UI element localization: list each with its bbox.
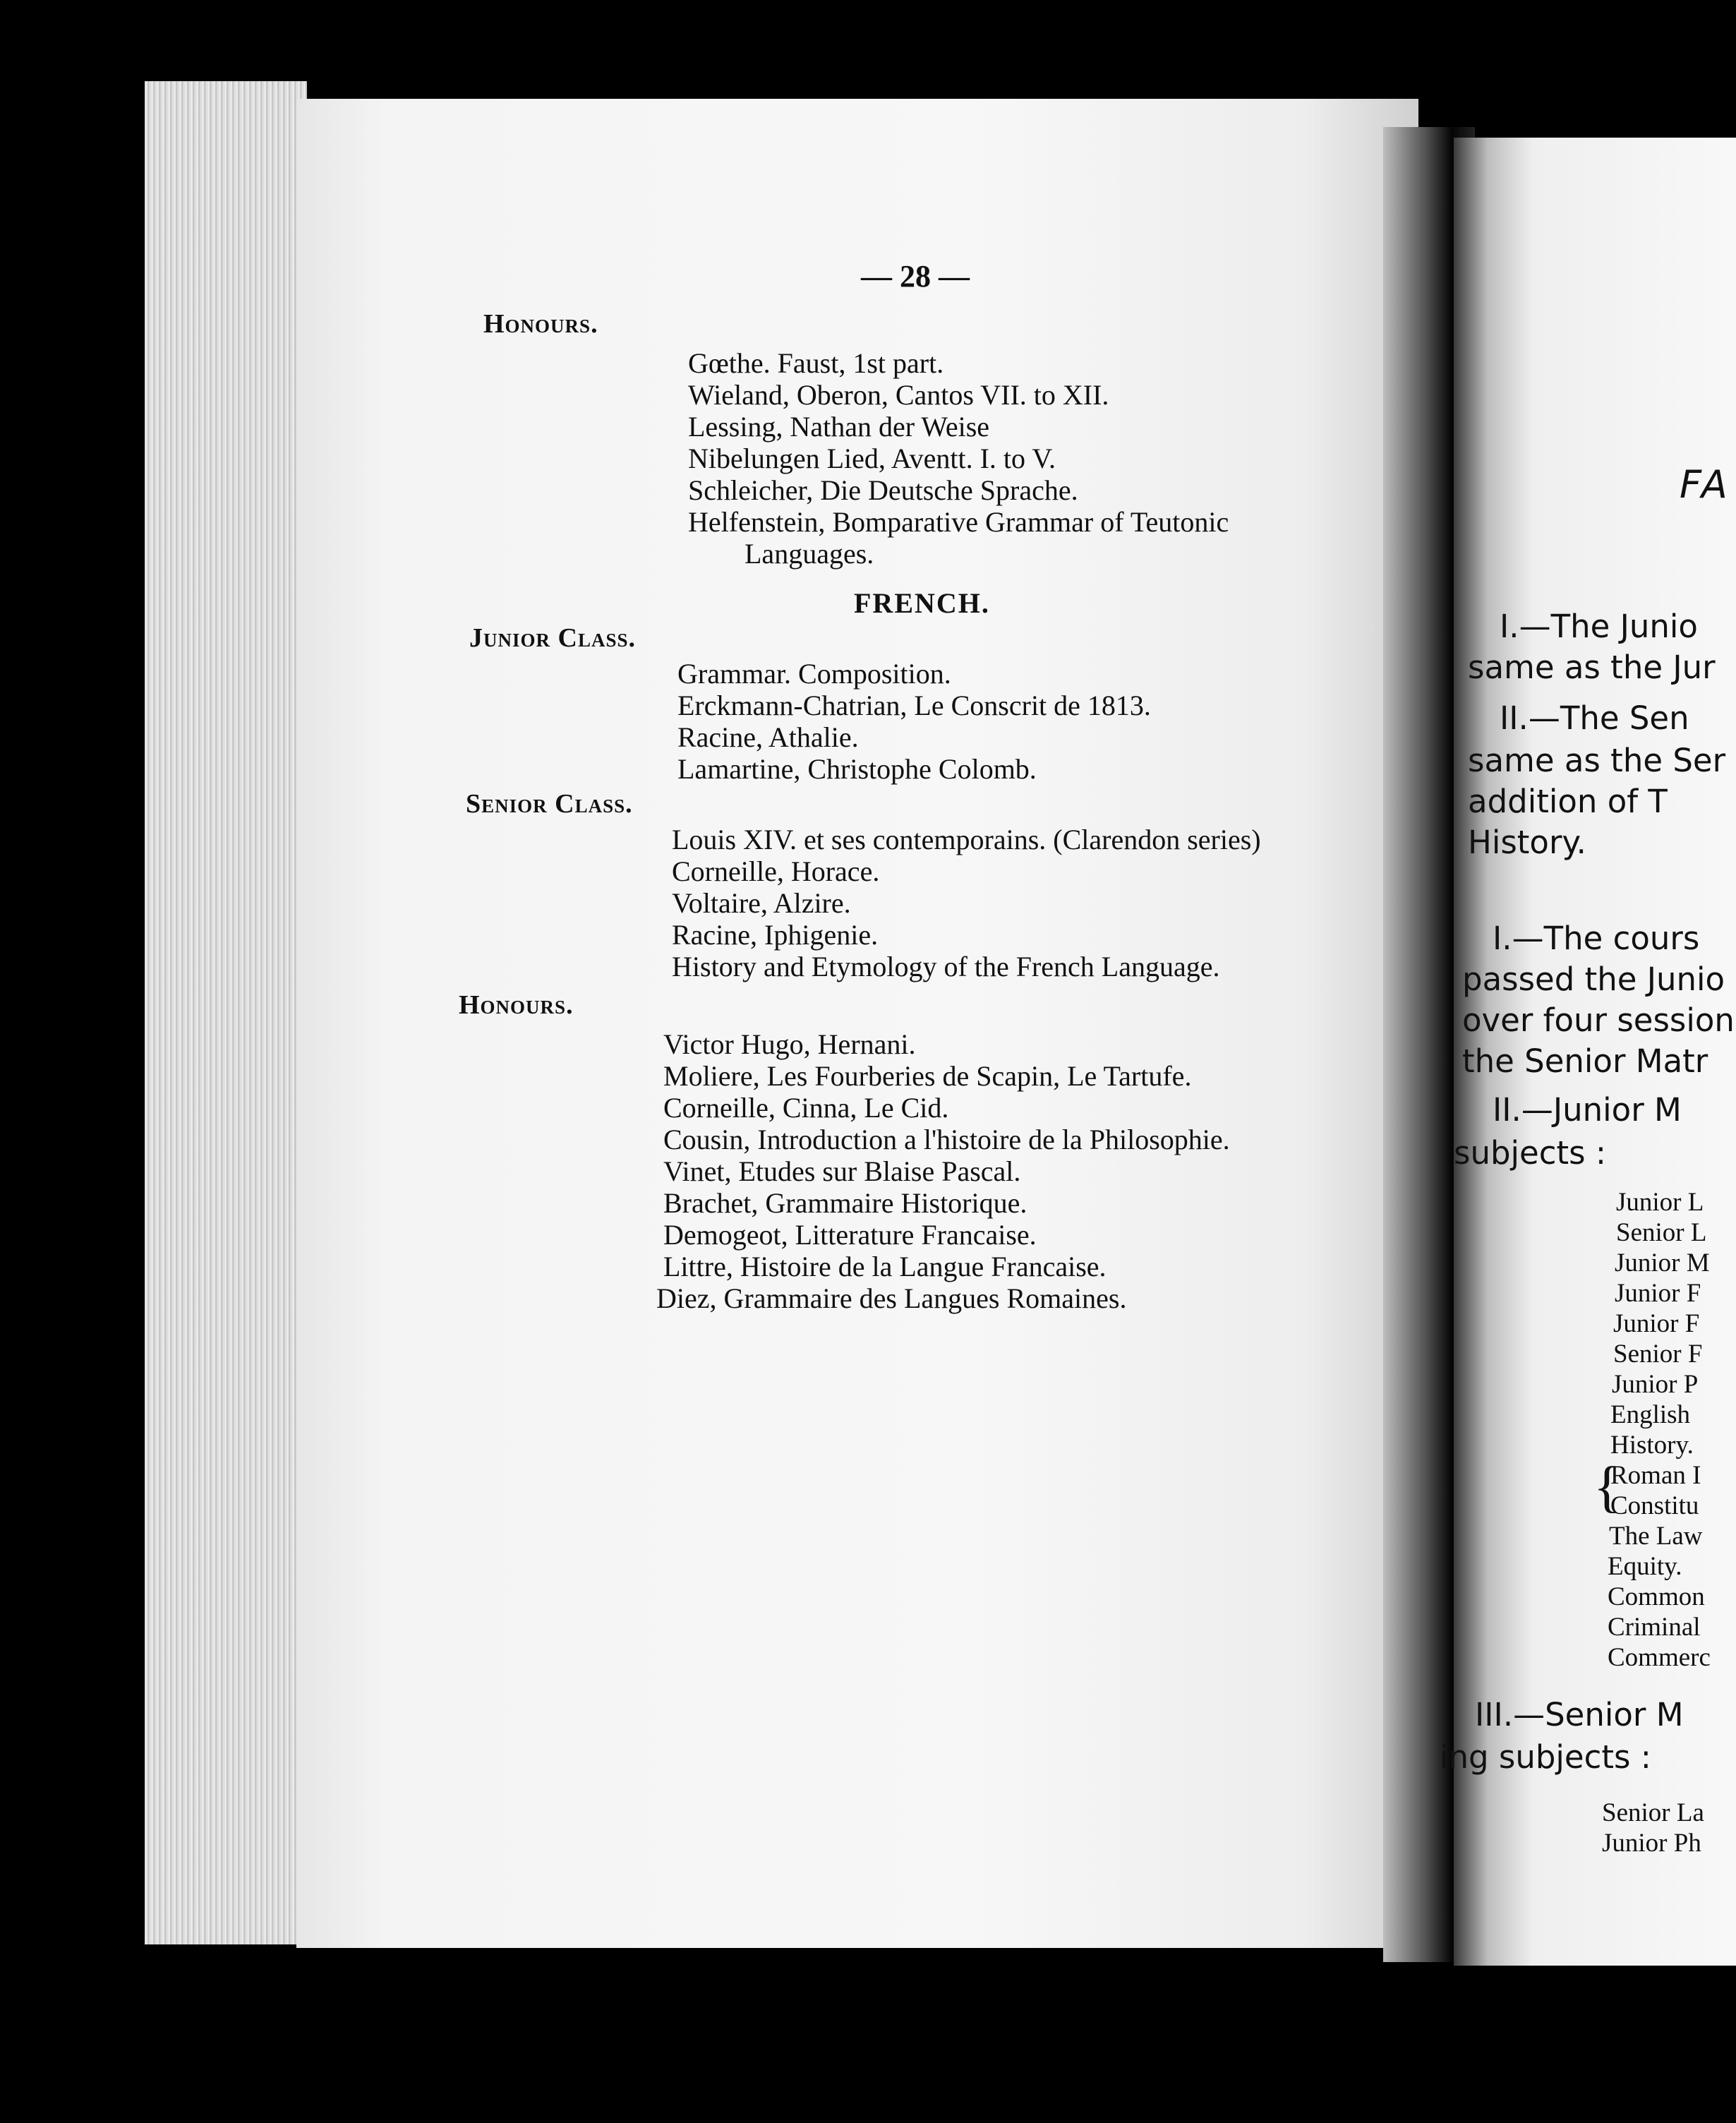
right-para-line: II.—Junior M [1493,1091,1682,1129]
subject-list-item: Criminal [1608,1613,1701,1642]
right-para-line: the Senior Matr [1462,1042,1708,1080]
right-para-line: III.—Senior M [1475,1696,1684,1733]
right-para-line: addition of T [1468,783,1668,820]
page-edges [145,81,307,1944]
honours-german-item: Lessing, Nathan der Weise [688,411,990,443]
subject-list-item: The Law [1609,1522,1703,1551]
subject-list-item: Common [1608,1582,1705,1611]
senior-class-item: Corneille, Horace. [672,855,880,887]
subject-list-item: Senior La [1602,1798,1704,1827]
subject-list-item: Commerc [1608,1643,1711,1672]
right-para-line: I.—The cours [1493,920,1700,957]
honours-french-item: Corneille, Cinna, Le Cid. [663,1092,949,1124]
honours-french-item: Brachet, Grammaire Historique. [663,1187,1027,1219]
junior-class-item: Grammar. Composition. [677,658,951,690]
subject-list-item: History. [1610,1431,1694,1460]
honours-french-item: Moliere, Les Fourberies de Scapin, Le Tartufe. [663,1060,1192,1092]
subject-list-item: Junior P [1612,1370,1699,1399]
right-para-line: I.—The Junio [1500,608,1698,645]
brace-glyph: { [1593,1456,1621,1518]
subject-list-item: Junior L [1616,1188,1704,1217]
honours-french-item: Littre, Histoire de la Langue Francaise. [663,1251,1107,1282]
right-para-line: over four session [1462,1002,1735,1039]
honours-german-item: Helfenstein, Bomparative Grammar of Teutonic [688,506,1229,538]
right-para-line: subjects : [1454,1134,1607,1172]
right-para-line: passed the Junio [1462,961,1725,998]
senior-class-item: Louis XIV. et ses contemporains. (Clarendon series) [672,824,1261,855]
honours-french-item: Victor Hugo, Hernani. [663,1028,916,1060]
junior-class-item: Lamartine, Christophe Colomb. [677,753,1037,785]
right-page [1440,138,1736,1966]
honours-french-item: Vinet, Etudes sur Blaise Pascal. [663,1155,1021,1187]
honours-german-item: Schleicher, Die Deutsche Sprache. [688,474,1078,506]
junior-class-item: Erckmann-Chatrian, Le Conscrit de 1813. [677,690,1151,721]
right-para-line: same as the Jur [1468,649,1716,686]
right-para-line: same as the Ser [1468,742,1726,779]
subject-list-item: Junior F [1615,1279,1701,1308]
subject-list-item: Junior M [1615,1249,1710,1277]
faculty-heading: FA [1680,462,1730,507]
subject-list-item: Senior F [1613,1340,1703,1369]
page-number: — 28 — [861,259,970,294]
right-para-line: ing subjects : [1440,1738,1651,1776]
subject-list-item: Senior L [1616,1218,1707,1247]
subject-list-item: Junior Ph [1602,1829,1701,1858]
right-para-line: History. [1468,824,1586,861]
honours-german-item: Gœthe. Faust, 1st part. [688,347,944,379]
subject-list-item: Constitu [1610,1491,1699,1520]
honours-french-item: Cousin, Introduction a l'histoire de la Philosophie. [663,1124,1230,1155]
honours-french-item: Diez, Grammaire des Langues Romaines. [656,1282,1127,1314]
senior-class-item: History and Etymology of the French Language. [672,951,1220,982]
honours-heading-french: Honours. [459,990,574,1020]
right-para-line: II.—The Sen [1500,699,1689,737]
french-heading: FRENCH. [854,587,990,619]
honours-german-item: Nibelungen Lied, Aventt. I. to V. [688,443,1056,474]
subject-list-item: Roman I [1610,1461,1701,1490]
subject-list-item: Equity. [1608,1552,1682,1581]
left-page [296,99,1418,1948]
senior-class-heading: Senior Class. [466,789,633,819]
junior-class-heading: Junior Class. [469,623,636,653]
honours-german-item: Wieland, Oberon, Cantos VII. to XII. [688,379,1109,411]
subject-list-item: English [1610,1400,1691,1429]
junior-class-item: Racine, Athalie. [677,721,859,753]
senior-class-item: Racine, Iphigenie. [672,919,879,951]
honours-heading-german: Honours. [483,309,598,339]
subject-list-item: Junior F [1613,1309,1700,1338]
honours-german-item: Languages. [745,538,874,570]
senior-class-item: Voltaire, Alzire. [672,887,851,919]
honours-french-item: Demogeot, Litterature Francaise. [663,1219,1037,1251]
